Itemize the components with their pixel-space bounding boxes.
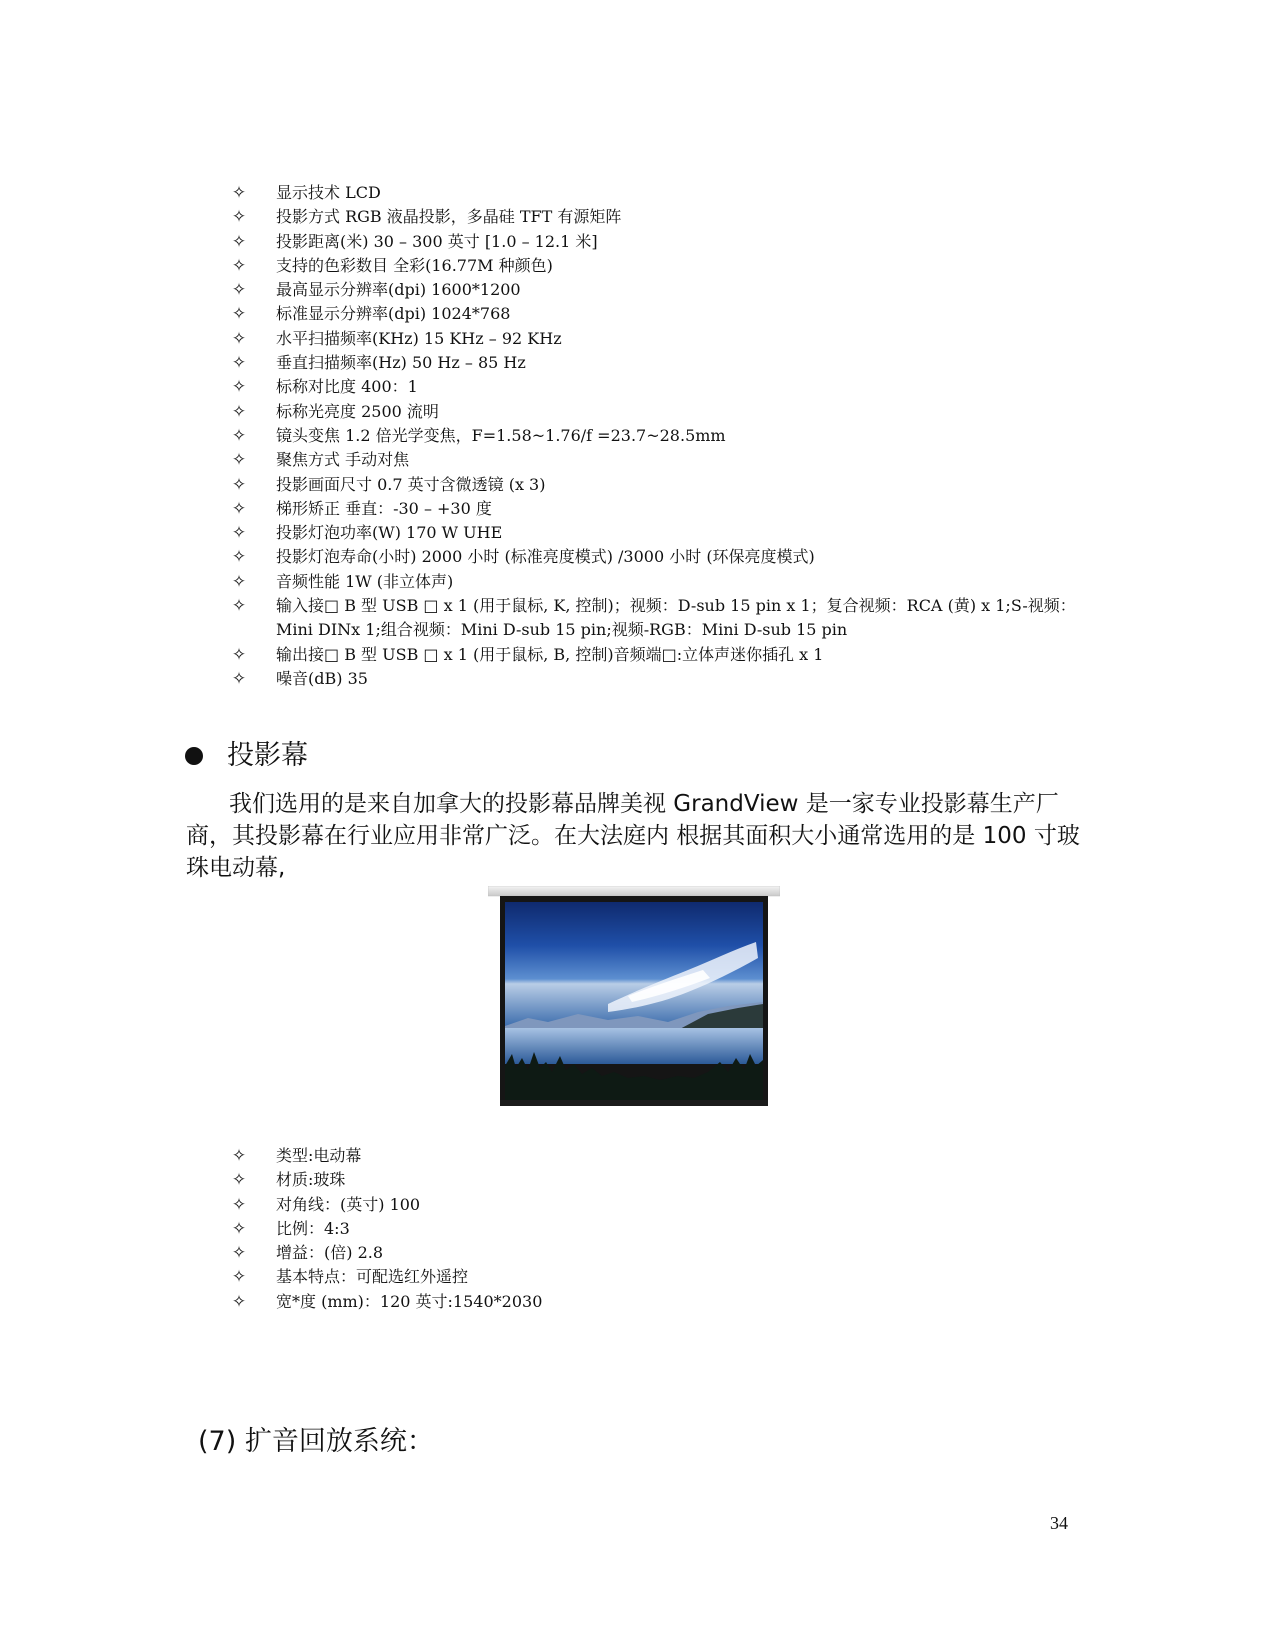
diamond-bullet-icon: ✧ <box>231 255 247 276</box>
spec-item <box>228 424 1098 448</box>
diamond-bullet-icon: ✧ <box>231 1194 247 1215</box>
screen-lake <box>505 1028 763 1064</box>
spec-text: 聚焦方式 手动对焦 <box>276 450 410 470</box>
diamond-bullet-icon: ✧ <box>231 571 247 592</box>
diamond-bullet-icon: ✧ <box>231 280 247 301</box>
diamond-bullet-icon: ✧ <box>231 1291 247 1312</box>
spec-item <box>228 1265 928 1289</box>
spec-text: 投影画面尺寸 0.7 英寸含微透镜 (x 3) <box>276 474 546 494</box>
spec-item <box>228 278 1098 302</box>
spec-text: 比例：4:3 <box>276 1218 350 1238</box>
spec-text: 标称对比度 400：1 <box>276 377 418 397</box>
diamond-bullet-icon: ✧ <box>231 1146 247 1166</box>
diamond-bullet-icon: ✧ <box>231 353 247 374</box>
diamond-bullet-icon: ✧ <box>231 547 247 568</box>
spec-item <box>228 1144 928 1168</box>
spec-text: 镜头变焦 1.2 倍光学变焦，F=1.58~1.76/f =23.7~28.5mm <box>276 425 726 445</box>
spec-item <box>228 545 1098 569</box>
spec-item <box>228 400 1098 424</box>
diamond-bullet-icon: ✧ <box>231 328 247 349</box>
spec-text: 水平扫描频率(KHz) 15 KHz – 92 KHz <box>276 328 562 348</box>
section-heading-text: 投影幕 <box>227 740 308 771</box>
spec-item <box>228 643 1098 667</box>
spec-text: 输入接□ B 型 USB □ x 1 (用于鼠标, K, 控制)；视频：D-sub 15 pin x 1；复合视频：RCA (黄) x 1;S-视频：Mini DINx 1;组合视频：Mini D-sub 15 pin;视频-RGB：Mini D-sub 15 pin <box>276 596 1076 640</box>
diamond-bullet-icon: ✧ <box>231 498 247 519</box>
spec-item <box>228 181 1098 205</box>
projector-spec-list <box>228 181 1098 691</box>
diamond-bullet-icon: ✧ <box>231 523 247 544</box>
spec-item <box>228 230 1098 254</box>
spec-item <box>228 1193 928 1217</box>
page-number: 34 <box>1050 1513 1068 1533</box>
spec-text: 类型:电动幕 <box>276 1146 362 1165</box>
spec-text: 梯形矫正 垂直：-30 – +30 度 <box>276 498 492 518</box>
diamond-bullet-icon: ✧ <box>231 644 247 665</box>
spec-text: 显示技术 LCD <box>276 183 381 202</box>
diamond-bullet-icon: ✧ <box>231 596 247 617</box>
diamond-bullet-icon: ✧ <box>231 1267 247 1288</box>
diamond-bullet-icon: ✧ <box>231 207 247 228</box>
spec-item <box>228 1168 928 1192</box>
diamond-bullet-icon: ✧ <box>231 1218 247 1239</box>
spec-text: 投影灯泡寿命(小时) 2000 小时 (标准亮度模式) /3000 小时 (环保亮度模式) <box>276 547 815 567</box>
subsection-heading: (7) 扩音回放系统： <box>198 1426 434 1457</box>
spec-item <box>228 327 1098 351</box>
spec-item <box>228 1217 928 1241</box>
spec-item <box>228 448 1098 472</box>
body-paragraph: 我们选用的是来自加拿大的投影幕品牌美视 GrandView 是一家专业投影幕生产厂商，其投影幕在行业应用非常广泛。在大法庭内 根据其面积大小通常选用的是 100 寸玻珠电动幕, <box>186 791 1080 881</box>
diamond-bullet-icon: ✧ <box>231 668 247 689</box>
spec-item <box>228 205 1098 229</box>
spec-text: 基本特点：可配选红外遥控 <box>276 1267 469 1287</box>
spec-text: 垂直扫描频率(Hz) 50 Hz – 85 Hz <box>276 353 526 373</box>
spec-text: 最高显示分辨率(dpi) 1600*1200 <box>276 280 521 300</box>
spec-text: 标准显示分辨率(dpi) 1024*768 <box>276 304 511 324</box>
screen-spec-list <box>228 1144 928 1314</box>
diamond-bullet-icon: ✧ <box>231 401 247 422</box>
spec-item <box>228 521 1098 545</box>
spec-text: 噪音(dB) 35 <box>276 668 368 688</box>
spec-item <box>228 375 1098 399</box>
spec-text: 音频性能 1W (非立体声) <box>276 571 454 591</box>
spec-text: 支持的色彩数目 全彩(16.77M 种颜色) <box>276 255 553 275</box>
spec-item <box>228 473 1098 497</box>
spec-text: 投影灯泡功率(W) 170 W UHE <box>276 523 503 543</box>
spec-item <box>228 667 1098 691</box>
spec-item <box>228 497 1098 521</box>
screen-bottom-bar <box>500 1100 768 1106</box>
diamond-bullet-icon: ✧ <box>231 425 247 446</box>
spec-item <box>228 594 1098 643</box>
spec-item <box>228 351 1098 375</box>
spec-text: 对角线：(英寸) 100 <box>276 1194 421 1214</box>
spec-item <box>228 1241 928 1265</box>
screen-casing <box>488 886 780 896</box>
spec-item <box>228 570 1098 594</box>
diamond-bullet-icon: ✧ <box>231 1170 247 1191</box>
spec-item <box>228 1290 928 1314</box>
spec-text: 投影距离(米) 30 – 300 英寸 [1.0 – 12.1 米] <box>276 231 598 251</box>
spec-text: 宽*度 (mm)：120 英寸:1540*2030 <box>276 1291 543 1311</box>
diamond-bullet-icon: ✧ <box>231 450 247 471</box>
projection-screen-photo <box>488 886 780 1108</box>
diamond-bullet-icon: ✧ <box>231 231 247 252</box>
diamond-bullet-icon: ✧ <box>231 1243 247 1264</box>
spec-text: 标称光亮度 2500 流明 <box>276 401 439 421</box>
spec-item <box>228 302 1098 326</box>
diamond-bullet-icon: ✧ <box>231 474 247 495</box>
diamond-bullet-icon: ✧ <box>231 304 247 325</box>
diamond-bullet-icon: ✧ <box>231 377 247 398</box>
spec-text: 输出接□ B 型 USB □ x 1 (用于鼠标, B, 控制)音频端□:立体声迷你插孔 x 1 <box>276 644 824 664</box>
diamond-bullet-icon: ✧ <box>231 183 247 203</box>
spec-text: 投影方式 RGB 液晶投影，多晶硅 TFT 有源矩阵 <box>276 207 622 227</box>
spec-text: 材质:玻珠 <box>276 1170 346 1190</box>
spec-text: 增益：(倍) 2.8 <box>276 1243 384 1263</box>
spec-item <box>228 254 1098 278</box>
section-heading <box>185 738 308 774</box>
filled-circle-bullet-icon <box>185 747 203 765</box>
